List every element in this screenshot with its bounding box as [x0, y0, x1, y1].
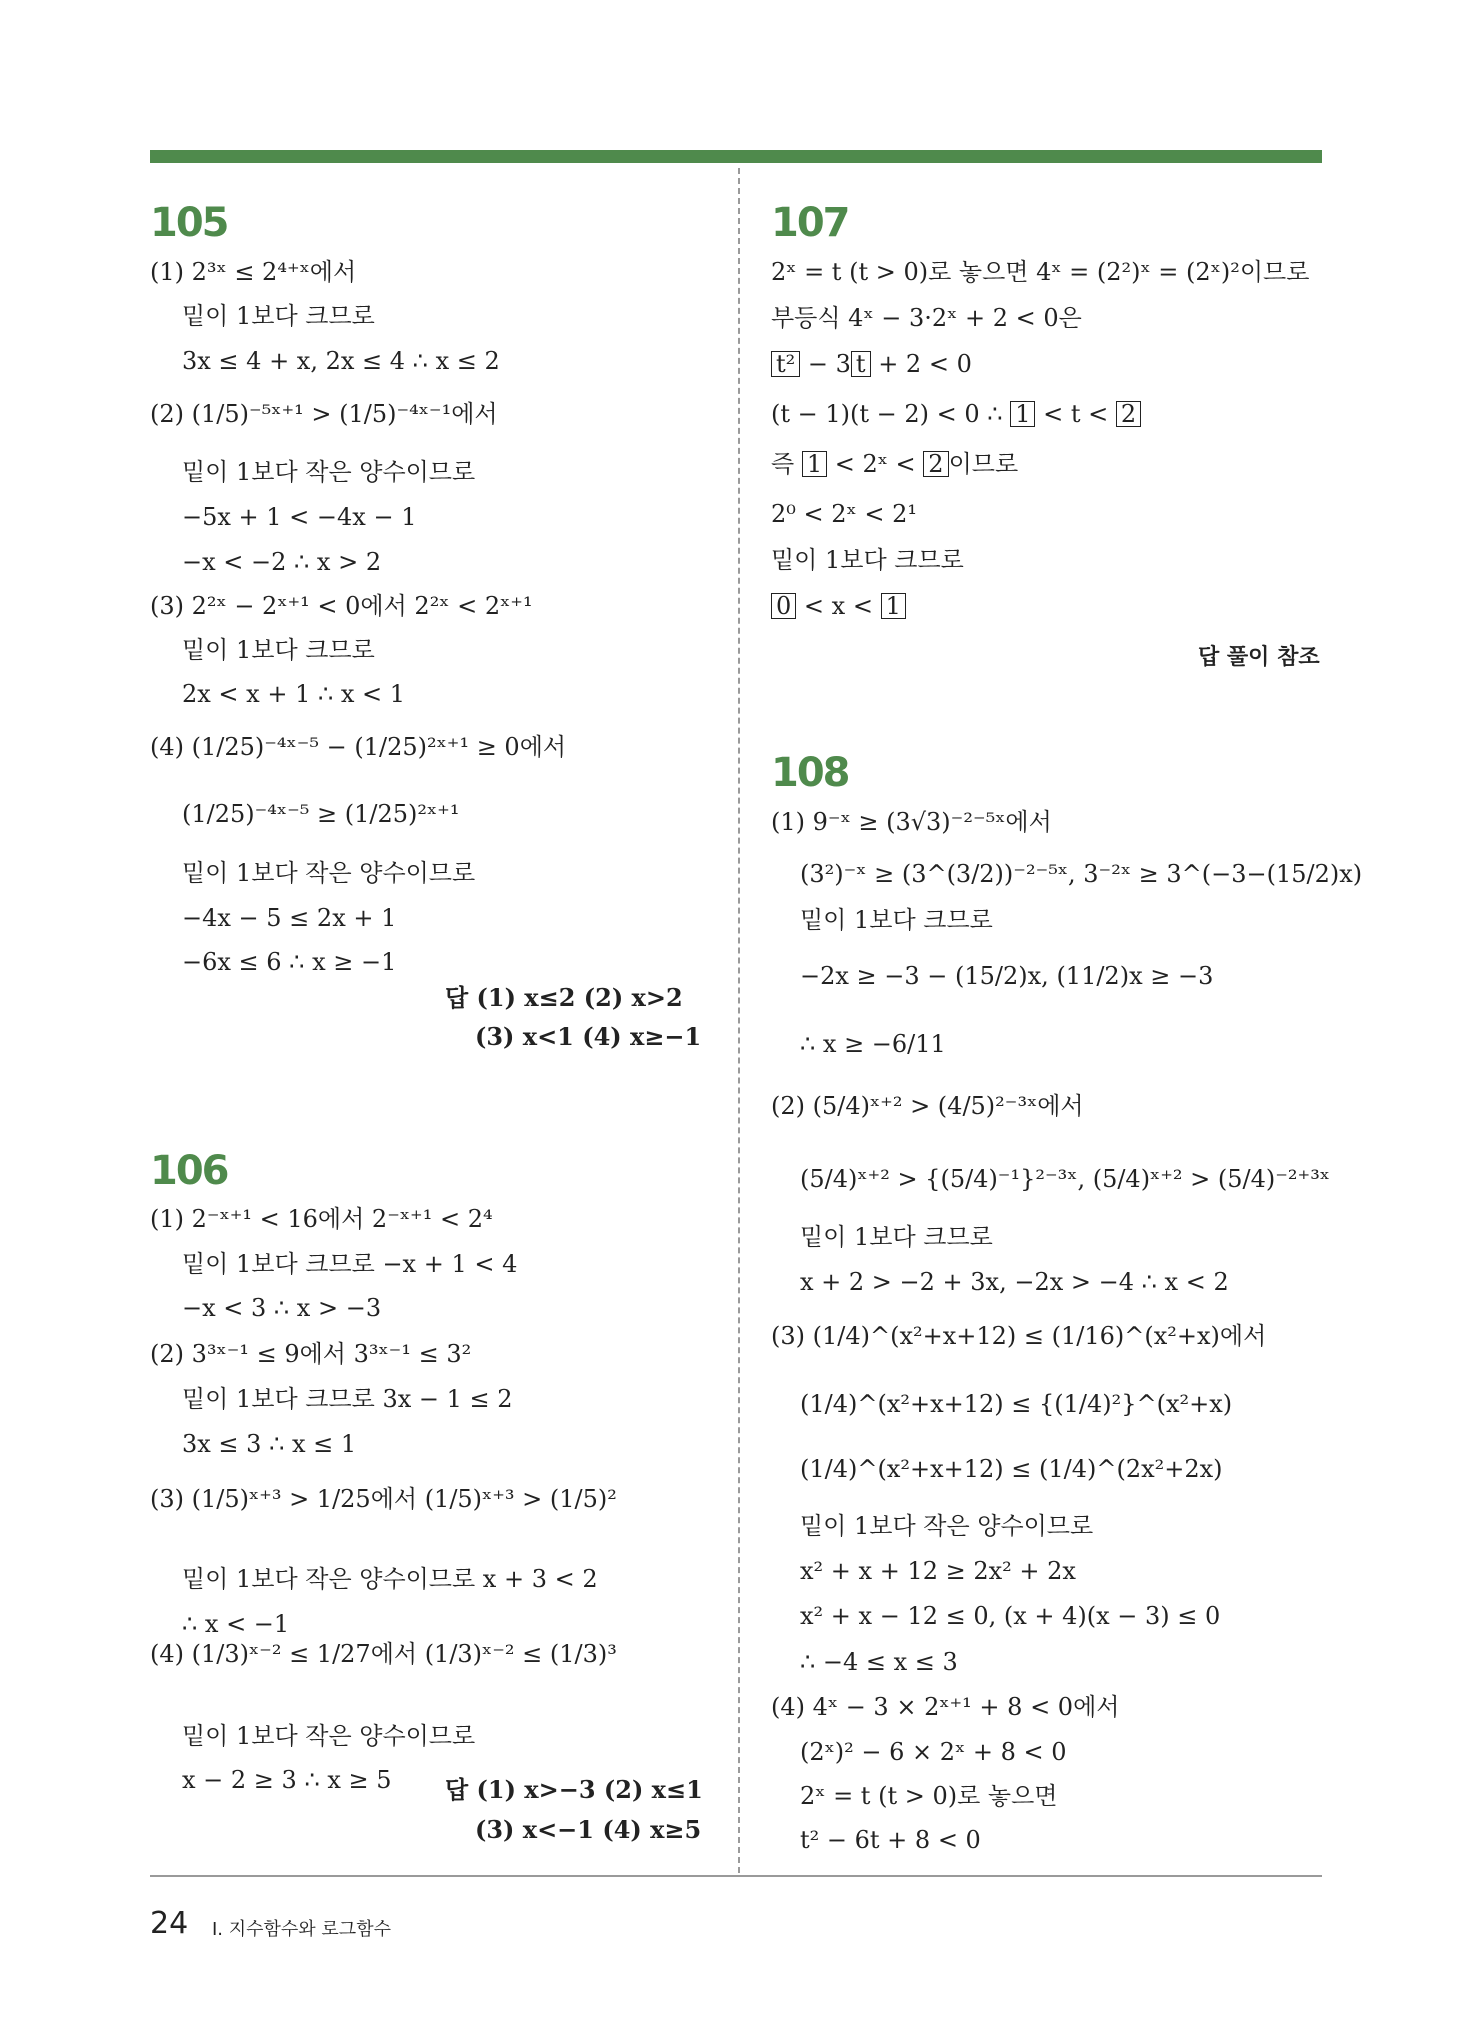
solution-line: ∴ x < −1	[182, 1610, 290, 1638]
solution-line: 밑이 1보다 작은 양수이므로	[182, 859, 476, 887]
solution-line: (3) 2²ˣ − 2ˣ⁺¹ < 0에서 2²ˣ < 2ˣ⁺¹	[150, 592, 533, 620]
solution-line: 2ˣ = t (t > 0)로 놓으면 4ˣ = (2²)ˣ = (2ˣ)²이므로	[771, 258, 1310, 286]
problem-106-number: 106	[150, 1148, 228, 1194]
solution-line: 밑이 1보다 크므로	[800, 906, 993, 934]
solution-line: (1) 2³ˣ ≤ 2⁴⁺ˣ에서	[150, 258, 357, 286]
solution-line: (1/4)^(x²+x+12) ≤ (1/4)^(2x²+2x)	[800, 1455, 1223, 1483]
solution-line: −x < −2 ∴ x > 2	[182, 548, 382, 576]
solution-line: 밑이 1보다 크므로	[182, 302, 375, 330]
solution-line: t² − 6t + 8 < 0	[800, 1826, 981, 1854]
solution-line: 3x ≤ 4 + x, 2x ≤ 4 ∴ x ≤ 2	[182, 347, 500, 375]
solution-line: (3²)⁻ˣ ≥ (3^(3/2))⁻²⁻⁵ˣ, 3⁻²ˣ ≥ 3^(−3−(15/2)x)	[800, 860, 1363, 888]
solution-line: (4) (1/3)ˣ⁻² ≤ 1/27에서 (1/3)ˣ⁻² ≤ (1/3)³	[150, 1640, 617, 1668]
solution-line: 밑이 1보다 크므로	[800, 1223, 993, 1251]
page-number: 24	[150, 1906, 189, 1941]
problem-105-answer-line2: (3) x<1 (4) x≥−1	[475, 1022, 702, 1051]
solution-line: −x < 3 ∴ x > −3	[182, 1294, 382, 1322]
footer-rule	[150, 1875, 1322, 1877]
solution-line: (4) (1/25)⁻⁴ˣ⁻⁵ − (1/25)²ˣ⁺¹ ≥ 0에서	[150, 733, 567, 761]
solution-line: ∴ x ≥ −6/11	[800, 1030, 946, 1058]
solution-line: (3) (1/4)^(x²+x+12) ≤ (1/16)^(x²+x)에서	[771, 1322, 1267, 1350]
header-bar	[150, 150, 1322, 163]
solution-line: x² + x − 12 ≤ 0, (x + 4)(x − 3) ≤ 0	[800, 1602, 1221, 1630]
solution-line: 밑이 1보다 작은 양수이므로	[800, 1512, 1094, 1540]
solution-line: −5x + 1 < −4x − 1	[182, 503, 417, 531]
solution-line: x + 2 > −2 + 3x, −2x > −4 ∴ x < 2	[800, 1268, 1229, 1296]
problem-107-answer	[1198, 640, 1320, 671]
solution-line: 0 < x < 1	[771, 592, 906, 621]
problem-107-number: 107	[771, 200, 849, 246]
solution-line: (2) 3³ˣ⁻¹ ≤ 9에서 3³ˣ⁻¹ ≤ 3²	[150, 1340, 472, 1368]
chapter-title: Ⅰ. 지수함수와 로그함수	[212, 1919, 391, 1940]
problem-105-answer-line1: 답 (1) x≤2 (2) x>2	[445, 983, 683, 1012]
solution-line: (1) 2⁻ˣ⁺¹ < 16에서 2⁻ˣ⁺¹ < 2⁴	[150, 1205, 493, 1233]
solution-line: (t − 1)(t − 2) < 0 ∴ 1 < t < 2	[771, 400, 1141, 429]
solution-line: (1) 9⁻ˣ ≥ (3√3)⁻²⁻⁵ˣ에서	[771, 808, 1052, 836]
solution-line: t² − 3 t + 2 < 0	[771, 350, 972, 379]
solution-line: x² + x + 12 ≥ 2x² + 2x	[800, 1557, 1076, 1585]
solution-line: 부등식 4ˣ − 3·2ˣ + 2 < 0은	[771, 304, 1082, 332]
solution-line: 3x ≤ 3 ∴ x ≤ 1	[182, 1430, 357, 1458]
solution-line: (2) (5/4)ˣ⁺² > (4/5)²⁻³ˣ에서	[771, 1092, 1084, 1120]
solution-line: (1/25)⁻⁴ˣ⁻⁵ ≥ (1/25)²ˣ⁺¹	[182, 800, 460, 828]
solution-line: (5/4)ˣ⁺² > {(5/4)⁻¹}²⁻³ˣ, (5/4)ˣ⁺² > (5/4)⁻²⁺³ˣ	[800, 1165, 1330, 1193]
problem-108-number: 108	[771, 750, 849, 796]
column-divider	[738, 168, 740, 1873]
solution-line: −6x ≤ 6 ∴ x ≥ −1	[182, 948, 397, 976]
solution-line: −2x ≥ −3 − (15/2)x, (11/2)x ≥ −3	[800, 962, 1214, 990]
solution-line: (2) (1/5)⁻⁵ˣ⁺¹ > (1/5)⁻⁴ˣ⁻¹에서	[150, 400, 498, 428]
solution-line: 2⁰ < 2ˣ < 2¹	[771, 500, 917, 528]
solution-line: 밑이 1보다 크므로 −x + 1 < 4	[182, 1250, 518, 1278]
solution-line: 2ˣ = t (t > 0)로 놓으면	[800, 1782, 1058, 1810]
answer-text: 답 풀이 참조	[1198, 645, 1320, 670]
solution-line: 밑이 1보다 작은 양수이므로 x + 3 < 2	[182, 1565, 598, 1593]
solution-line: 밑이 1보다 크므로 3x − 1 ≤ 2	[182, 1385, 513, 1413]
solution-line: (1/4)^(x²+x+12) ≤ {(1/4)²}^(x²+x)	[800, 1390, 1233, 1418]
solution-line: 밑이 1보다 작은 양수이므로	[182, 1722, 476, 1750]
solution-line: 밑이 1보다 작은 양수이므로	[182, 458, 476, 486]
problem-106-answer-line2: (3) x<−1 (4) x≥5	[475, 1815, 702, 1844]
solution-line: 밑이 1보다 크므로	[771, 546, 964, 574]
solution-line: −4x − 5 ≤ 2x + 1	[182, 904, 397, 932]
solution-line: (3) (1/5)ˣ⁺³ > 1/25에서 (1/5)ˣ⁺³ > (1/5)²	[150, 1485, 617, 1513]
solution-line: ∴ −4 ≤ x ≤ 3	[800, 1648, 958, 1676]
problem-106-answer-line1: 답 (1) x>−3 (2) x≤1	[445, 1775, 703, 1804]
problem-105-number: 105	[150, 200, 228, 246]
solution-line: 즉 1 < 2ˣ < 2 이므로	[771, 450, 1019, 478]
solution-line: x − 2 ≥ 3 ∴ x ≥ 5	[182, 1766, 392, 1794]
solution-line: 2x < x + 1 ∴ x < 1	[182, 680, 406, 708]
solution-line: (4) 4ˣ − 3 × 2ˣ⁺¹ + 8 < 0에서	[771, 1693, 1120, 1721]
solution-line: 밑이 1보다 크므로	[182, 636, 375, 664]
solution-line: (2ˣ)² − 6 × 2ˣ + 8 < 0	[800, 1738, 1067, 1766]
